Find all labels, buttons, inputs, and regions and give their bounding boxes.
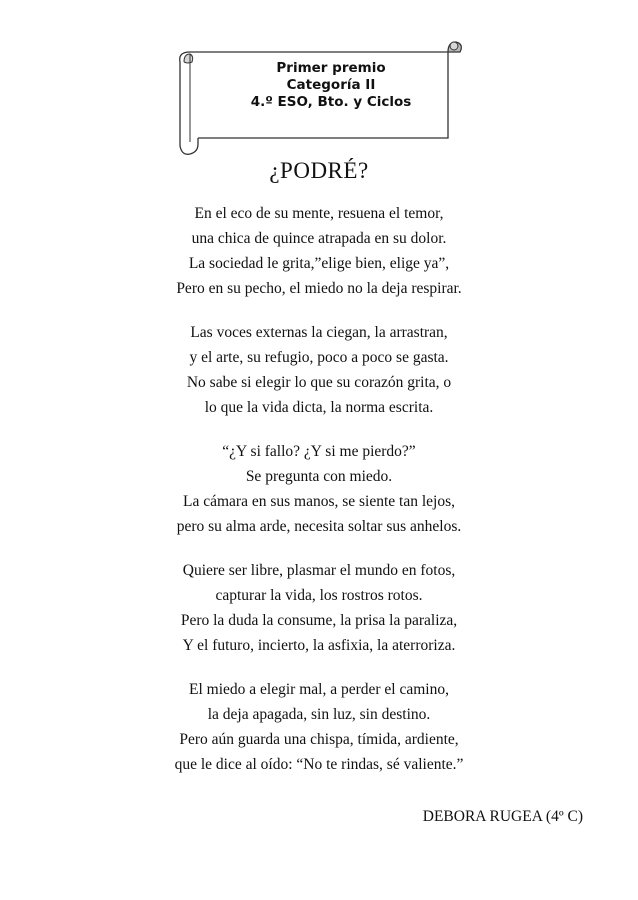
stanza-1: [0, 201, 638, 301]
poem-line: Pero la duda la consume, la prisa la paraliza,: [180, 612, 458, 629]
stanza-4: [0, 558, 638, 658]
poem-line: que le dice al oído: “No te rindas, sé valiente.”: [174, 756, 464, 773]
poem-title: ¿PODRÉ?: [269, 158, 369, 183]
poem-line: El miedo a elegir mal, a perder el camino,: [189, 681, 449, 698]
poem-line: La cámara en sus manos, se siente tan lejos,: [182, 493, 456, 510]
poem-line: Pero aún guarda una chispa, tímida, ardiente,: [179, 731, 459, 748]
poem-line: Se pregunta con miedo.: [245, 468, 393, 485]
poem-line: y el arte, su refugio, poco a poco se gasta.: [189, 349, 449, 366]
stanza-5: [0, 677, 638, 777]
poem-line: En el eco de su mente, resuena el temor,: [194, 205, 444, 222]
award-level: 4.º ESO, Bto. y Ciclos: [250, 94, 412, 110]
award-category: Categoría II: [286, 77, 376, 93]
award-label: [196, 60, 466, 111]
poem-line: lo que la vida dicta, la norma escrita.: [204, 399, 434, 416]
poem-line: “¿Y si fallo? ¿Y si me pierdo?”: [222, 443, 416, 460]
poem-line: Quiere ser libre, plasmar el mundo en fotos,: [182, 562, 456, 579]
poem-line: Y el futuro, incierto, la asfixia, la aterroriza.: [182, 637, 456, 654]
poem-author: DEBORA RUGEA (4º C): [422, 808, 583, 825]
poem-line: pero su alma arde, necesita soltar sus anhelos.: [176, 518, 462, 535]
poem-body: [0, 201, 638, 796]
stanza-2: [0, 320, 638, 420]
poem-line: No sabe si elegir lo que su corazón grita, o: [186, 374, 452, 391]
poem-line: la deja apagada, sin luz, sin destino.: [207, 706, 431, 723]
poem-line: capturar la vida, los rostros rotos.: [215, 587, 423, 604]
poem-line: Las voces externas la ciegan, la arrastran,: [190, 324, 448, 341]
poem-line: La sociedad le grita,”elige bien, elige ya”,: [188, 255, 450, 272]
award-prize: Primer premio: [276, 60, 386, 76]
poem-line: Pero en su pecho, el miedo no la deja respirar.: [176, 280, 462, 297]
poem-line: una chica de quince atrapada en su dolor.: [191, 230, 447, 247]
stanza-3: [0, 439, 638, 539]
